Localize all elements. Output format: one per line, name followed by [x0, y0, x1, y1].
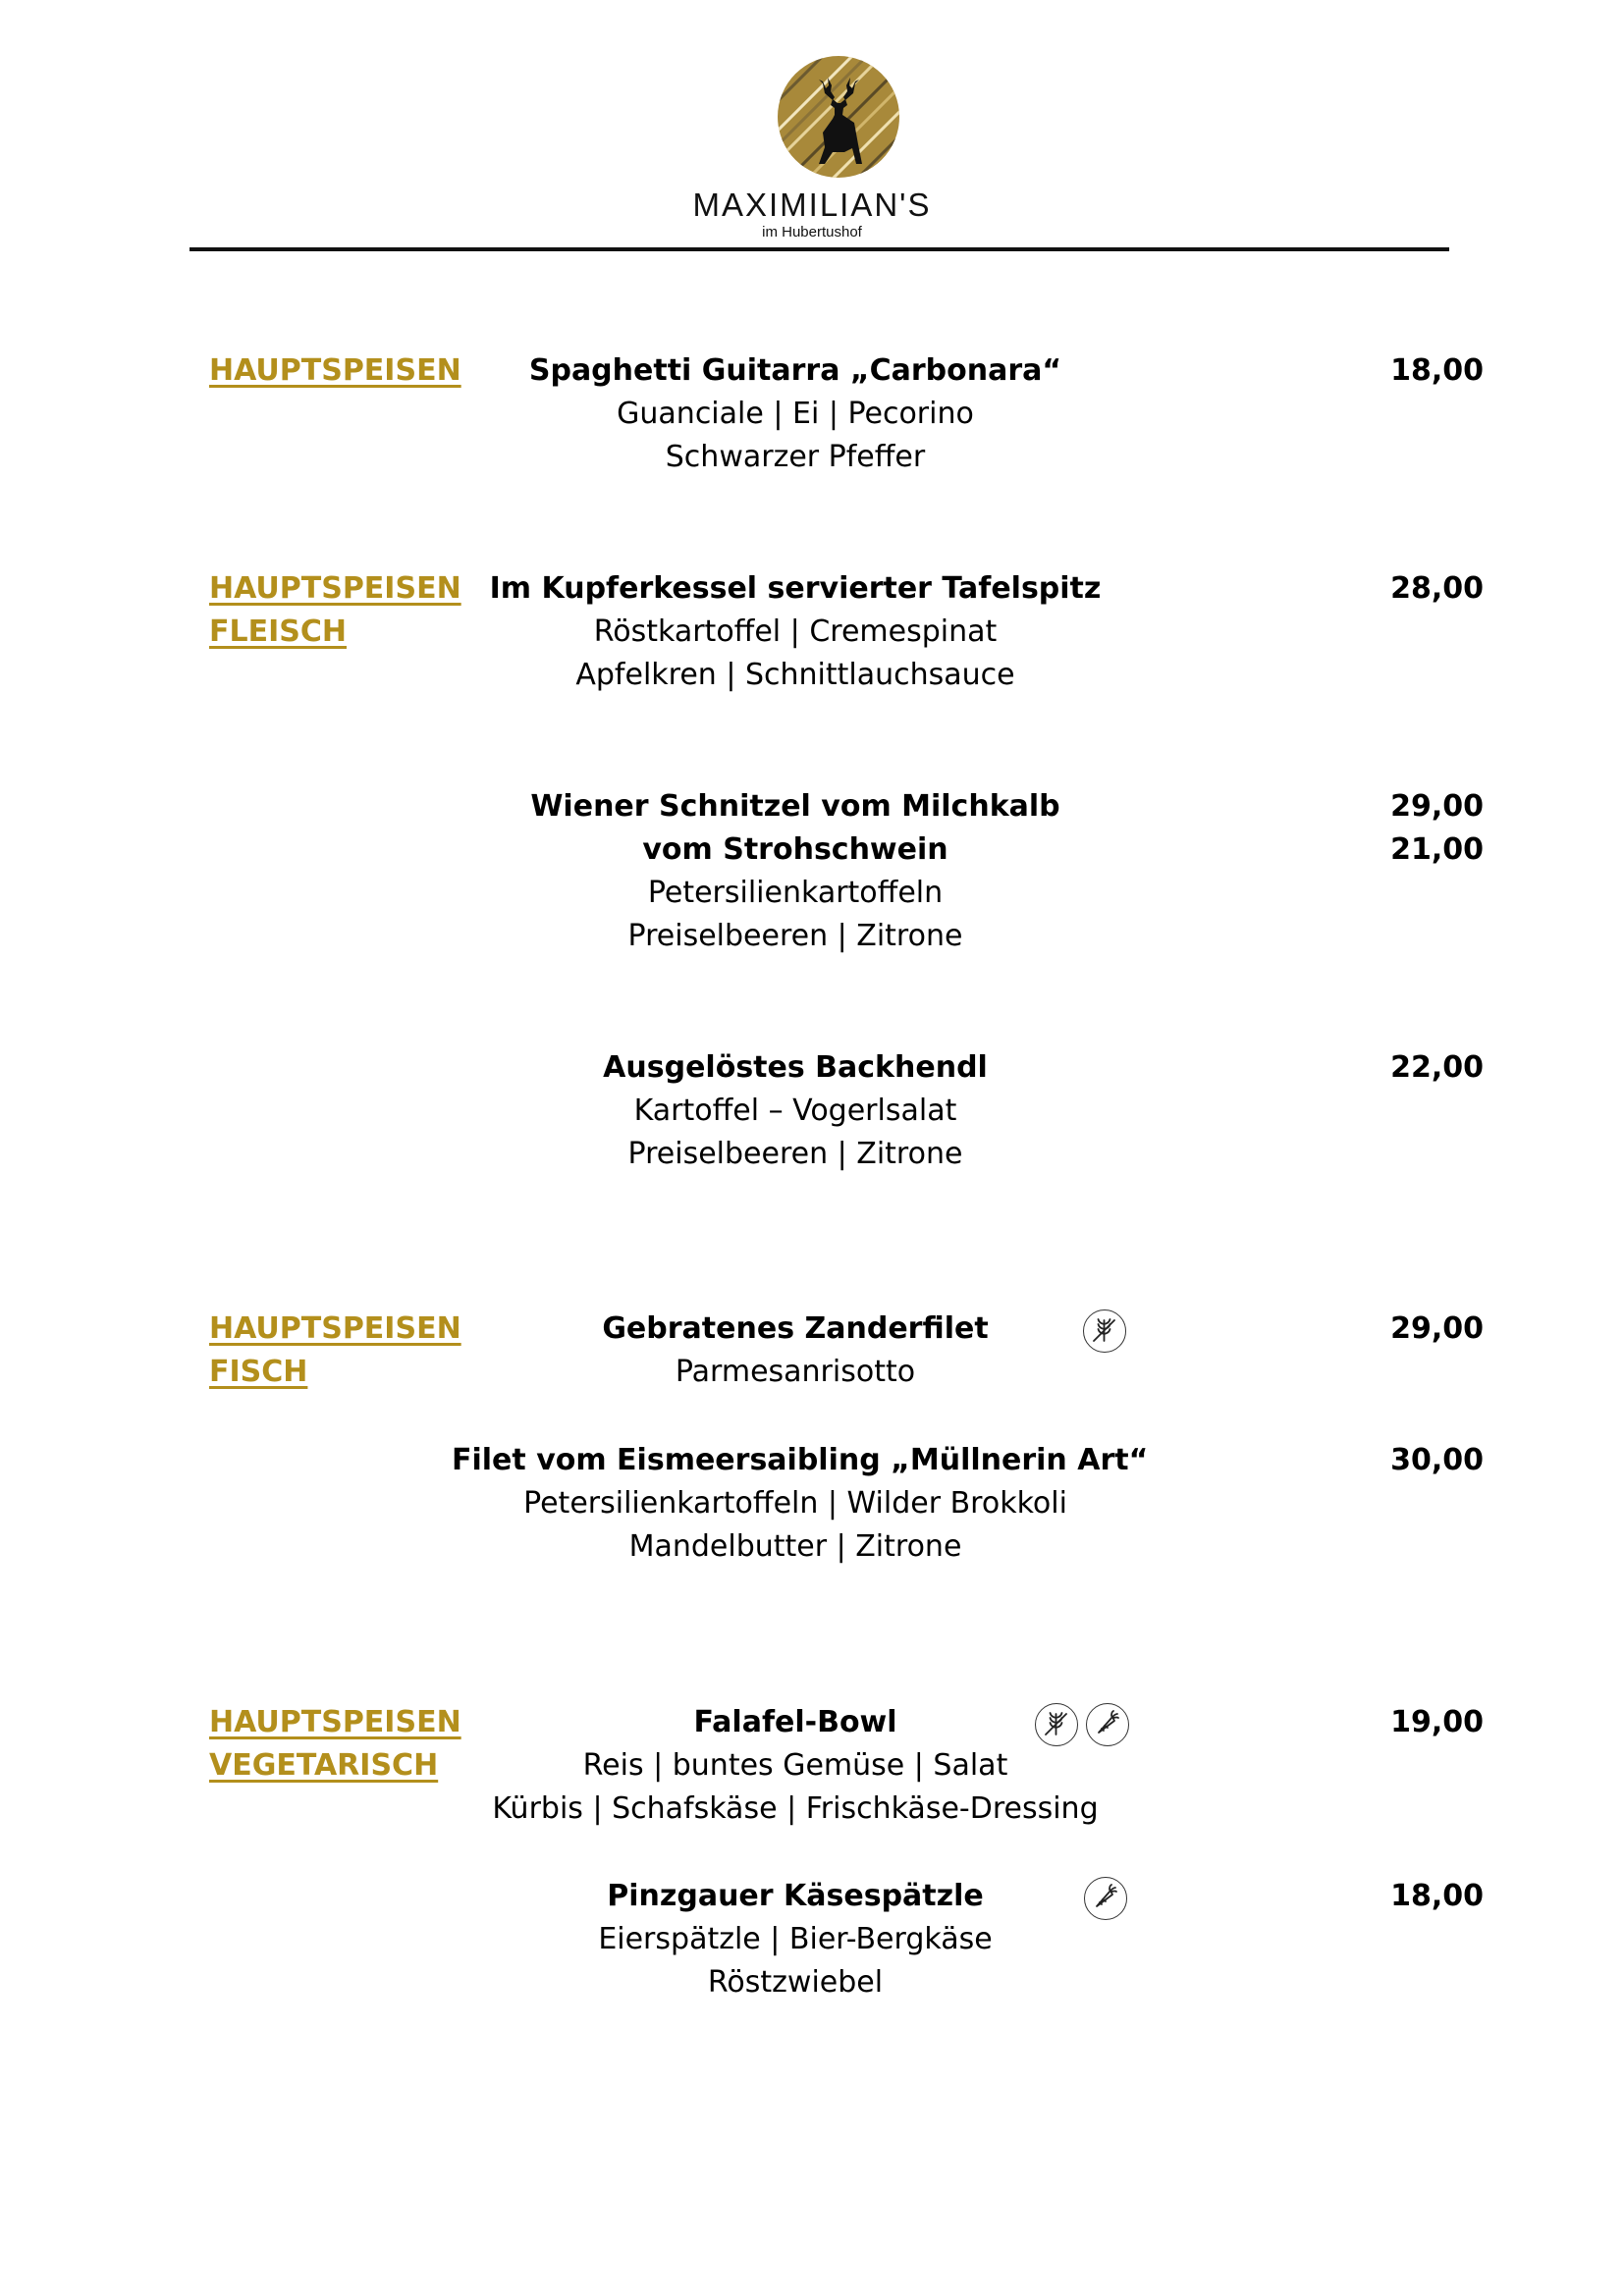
vegetarian-icon — [1084, 1877, 1127, 1920]
category-label: HAUPTSPEISEN FLEISCH — [209, 571, 461, 649]
dish-title: Falafel-Bowl — [693, 1705, 897, 1739]
dish-description: Eierspätzle | Bier-Bergkäse — [598, 1922, 993, 1956]
dish-description: Reis | buntes Gemüse | Salat — [582, 1748, 1008, 1783]
gluten-free-icon — [1083, 1309, 1126, 1353]
dish-title: Pinzgauer Käsespätzle — [607, 1879, 984, 1913]
dish-description: Preiselbeeren | Zitrone — [627, 919, 963, 953]
brand-name: MAXIMILIAN'S — [692, 187, 932, 223]
dish-description: Kartoffel – Vogerlsalat — [633, 1094, 957, 1128]
header-divider — [189, 247, 1449, 251]
dish-description: Parmesanrisotto — [675, 1355, 916, 1389]
menu-item-wiener-schnitzel — [452, 785, 1139, 958]
dish-title: Wiener Schnitzel vom Milchkalb — [530, 789, 1060, 824]
category-label: HAUPTSPEISEN FISCH — [209, 1311, 461, 1389]
menu-item-zanderfilet — [452, 1308, 1139, 1394]
menu-item-tafelspitz — [452, 567, 1139, 697]
dish-description: Apfelkren | Schnittlauchsauce — [575, 658, 1015, 692]
dish-description: Petersilienkartoffeln | Wilder Brokkoli — [523, 1486, 1067, 1521]
dish-description: Kürbis | Schafskäse | Frischkäse-Dressing — [492, 1791, 1099, 1826]
dish-description: Preiselbeeren | Zitrone — [627, 1137, 963, 1171]
dish-price: 22,00 — [1390, 1050, 1484, 1085]
dish-price: 29,00 — [1390, 1311, 1484, 1346]
category-label: HAUPTSPEISEN — [209, 353, 461, 388]
dish-title: Filet vom Eismeersaibling „Müllnerin Art“ — [452, 1443, 1149, 1477]
vegetarian-icon — [1086, 1703, 1129, 1746]
category-label: HAUPTSPEISEN VEGETARISCH — [209, 1705, 461, 1783]
dish-price: 28,00 — [1390, 571, 1484, 606]
dish-title: Gebratenes Zanderfilet — [602, 1311, 989, 1346]
dish-description: Schwarzer Pfeffer — [665, 440, 926, 474]
dish-title-variant: vom Strohschwein — [642, 832, 948, 867]
dish-price: 18,00 — [1390, 1879, 1484, 1913]
menu-item-backhendl — [452, 1046, 1139, 1176]
dish-price: 19,00 — [1390, 1705, 1484, 1739]
dish-price: 30,00 — [1390, 1443, 1484, 1477]
dish-description: Röstkartoffel | Cremespinat — [593, 614, 998, 649]
dish-price: 18,00 — [1390, 353, 1484, 388]
dish-description: Petersilienkartoffeln — [647, 876, 944, 910]
menu-item-kaesespaetzle — [452, 1875, 1139, 2004]
stag-logo — [776, 54, 901, 180]
dish-description: Guanciale | Ei | Pecorino — [617, 397, 974, 431]
menu-item-saibling — [452, 1439, 1149, 1569]
dish-title: Spaghetti Guitarra „Carbonara“ — [528, 353, 1062, 388]
dish-description: Mandelbutter | Zitrone — [628, 1529, 962, 1564]
dish-price: 29,00 21,00 — [1390, 789, 1484, 867]
menu-item-carbonara — [452, 349, 1139, 479]
gluten-free-icon — [1035, 1703, 1078, 1746]
brand-subtitle: im Hubertushof — [762, 224, 862, 240]
dish-description: Röstzwiebel — [707, 1965, 884, 2000]
dish-title: Ausgelöstes Backhendl — [603, 1050, 988, 1085]
dish-title: Im Kupferkessel servierter Tafelspitz — [489, 571, 1102, 606]
